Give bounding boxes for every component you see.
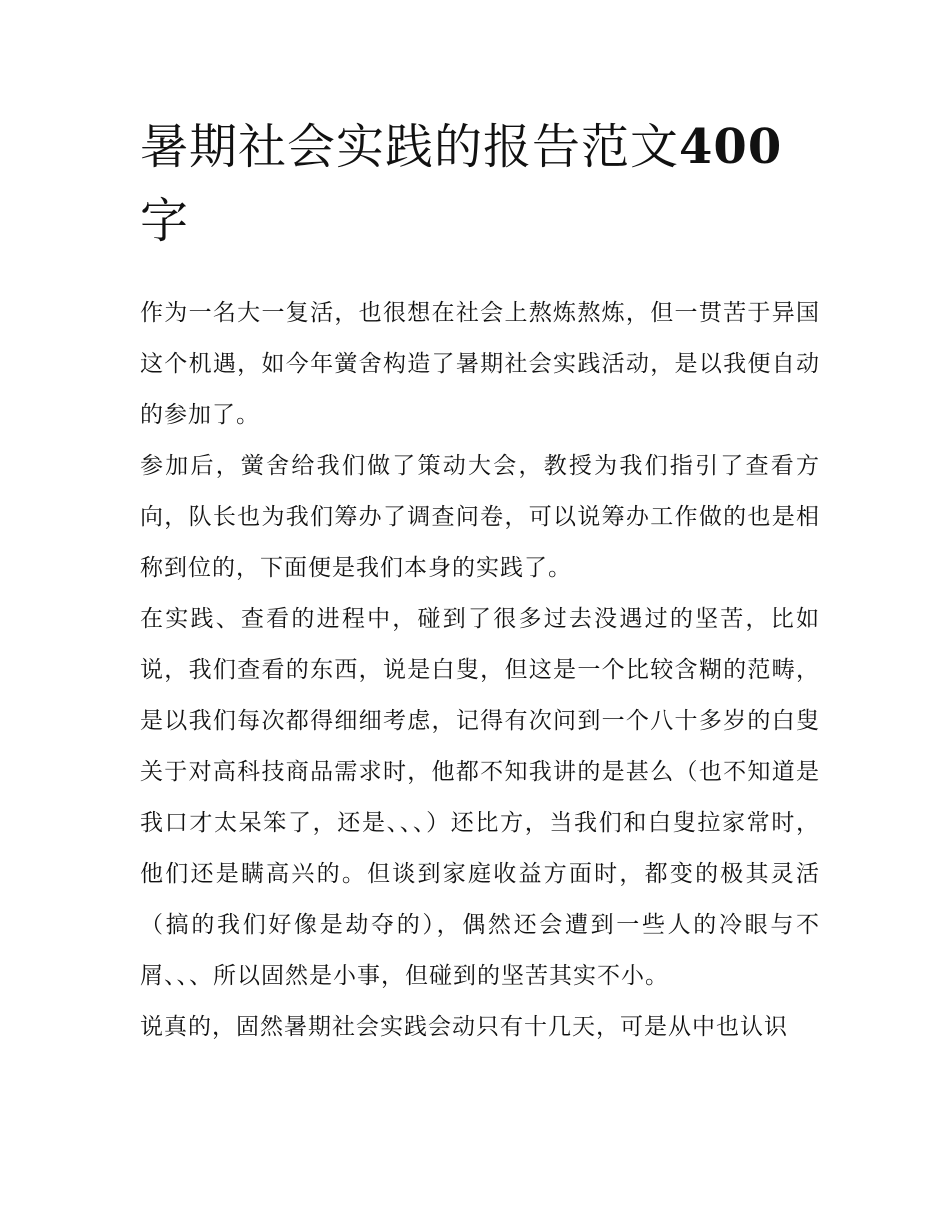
title-number: 400 <box>679 119 783 175</box>
document-title <box>140 110 800 258</box>
document-body <box>140 288 820 1053</box>
title-suffix: 字 <box>140 193 190 249</box>
title-text: 暑期社会实践的报告范文 <box>140 119 680 175</box>
document-page <box>140 110 820 1053</box>
paragraph-3: 在实践、查看的进程中，碰到了很多过去没遇过的坚苦，比如说，我们查看的东西，说是白叟，但这是一个比较含糊的范畴，是以我们每次都得细细考虑，记得有次问到一个八十多岁的白叟关于对高科技商品需求时，他都不知我讲的是甚么（也不知道是我口才太呆笨了，还是、、、）还比方，当我们和白叟拉家常时，他们还是瞒高兴的。但谈到家庭收益方面时，都变的极其灵活（搞的我们好像是劫夺的），偶然还会遭到一些人的冷眼与不屑、、、所以固然是小事，但碰到的坚苦其实不小。 <box>140 606 820 989</box>
paragraph-1: 作为一名大一复活，也很想在社会上熬炼熬炼，但一贯苦于异国这个机遇，如今年黉舍构造了暑期社会实践活动，是以我便自动的参加了。 <box>140 300 820 428</box>
paragraph-2: 参加后，黉舍给我们做了策动大会，教授为我们指引了查看方向，队长也为我们筹办了调查问卷，可以说筹办工作做的也是相称到位的，下面便是我们本身的实践了。 <box>140 453 820 581</box>
paragraph-4: 说真的，固然暑期社会实践会动只有十几天，可是从中也认识 <box>140 1014 788 1040</box>
